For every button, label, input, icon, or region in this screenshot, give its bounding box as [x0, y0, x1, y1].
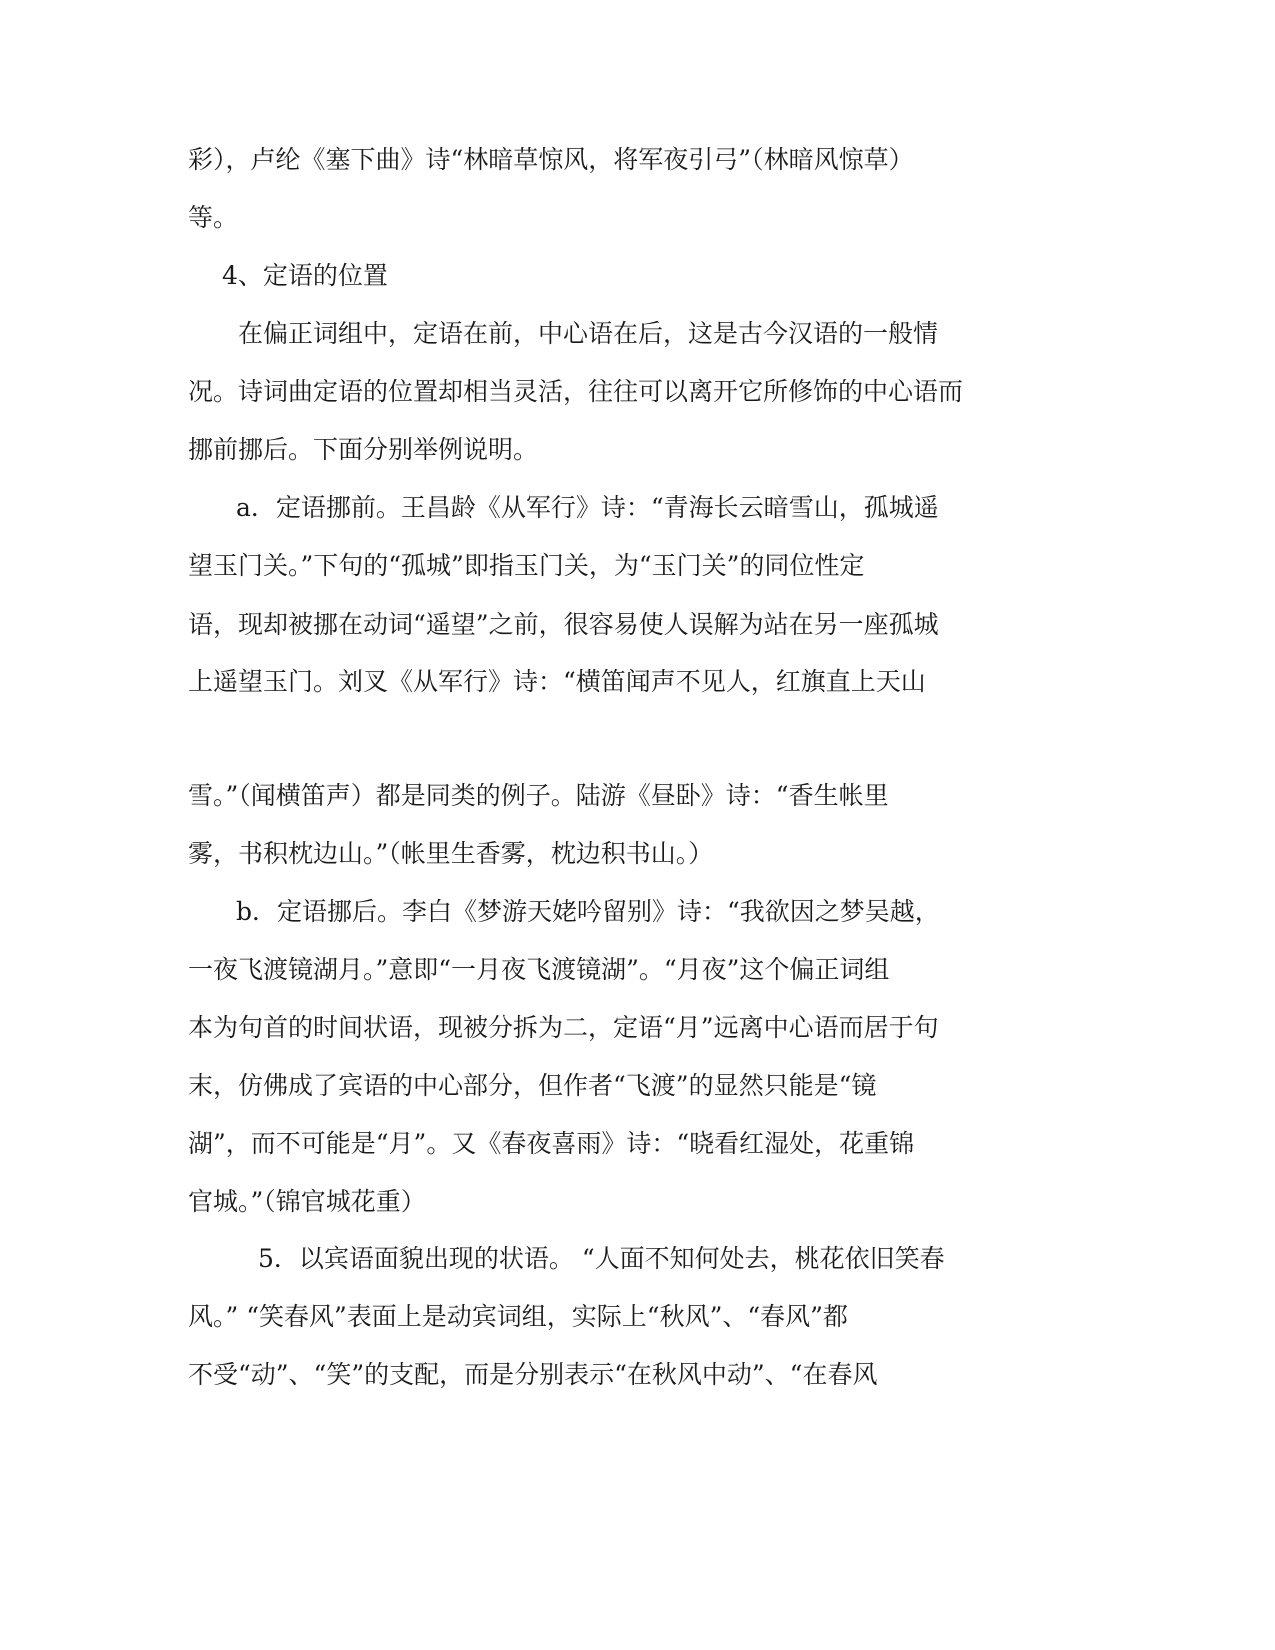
text-line: 彩），卢纶《塞下曲》诗“林暗草惊风，将军夜引弓”（林暗风惊草）	[188, 145, 914, 174]
text-line: 不受“动”、“笑”的支配，而是分别表示“在秋风中动”、“在春风	[188, 1360, 878, 1389]
paragraph-start: a．定语挪前。王昌龄《从军行》诗：“青海长云暗雪山，孤城遥	[236, 493, 939, 522]
paragraph-start: 5．以宾语面貌出现的状语。 “人面不知何处去，桃花依旧笑春	[258, 1244, 945, 1273]
text-line: 雪。”（闻横笛声）都是同类的例子。陆游《昼卧》诗：“香生帐里	[188, 781, 889, 810]
text-line: 雾，书积枕边山。”（帐里生香雾，枕边积书山。）	[188, 839, 714, 868]
text-line: 等。	[188, 203, 239, 232]
text-line: 挪前挪后。下面分别举例说明。	[188, 435, 539, 464]
text-line: 末，仿佛成了宾语的中心部分，但作者“飞渡”的显然只能是“镜	[188, 1071, 877, 1100]
text-line: 上遥望玉门。刘叉《从军行》诗：“横笛闻声不见人，红旗直上天山	[188, 667, 926, 696]
paragraph-start: b．定语挪后。李白《梦游天姥吟留别》诗：“我欲因之梦吴越，	[236, 897, 940, 926]
text-line: 况。诗词曲定语的位置却相当灵活，往往可以离开它所修饰的中心语而	[188, 377, 964, 406]
text-line: 官城。”（锦官城花重）	[188, 1187, 426, 1216]
section-heading: 4、定语的位置	[222, 261, 388, 290]
text-line: 望玉门关。”下句的“孤城”即指玉门关，为“玉门关”的同位性定	[188, 551, 865, 580]
text-line: 语，现却被挪在动词“遥望”之前，很容易使人误解为站在另一座孤城	[188, 610, 939, 639]
paragraph-start: 在偏正词组中，定语在前，中心语在后，这是古今汉语的一般情	[238, 319, 939, 348]
text-line: 风。” “笑春风”表面上是动宾词组，实际上“秋风”、“春风”都	[188, 1302, 848, 1331]
text-line: 本为句首的时间状语，现被分拆为二，定语“月”远离中心语而居于句	[188, 1013, 939, 1042]
text-line: 湖”，而不可能是“月”。又《春夜喜雨》诗：“晓看红湿处，花重锦	[188, 1129, 915, 1158]
text-line: 一夜飞渡镜湖月。”意即“一月夜飞渡镜湖”。“月夜”这个偏正词组	[188, 955, 890, 984]
